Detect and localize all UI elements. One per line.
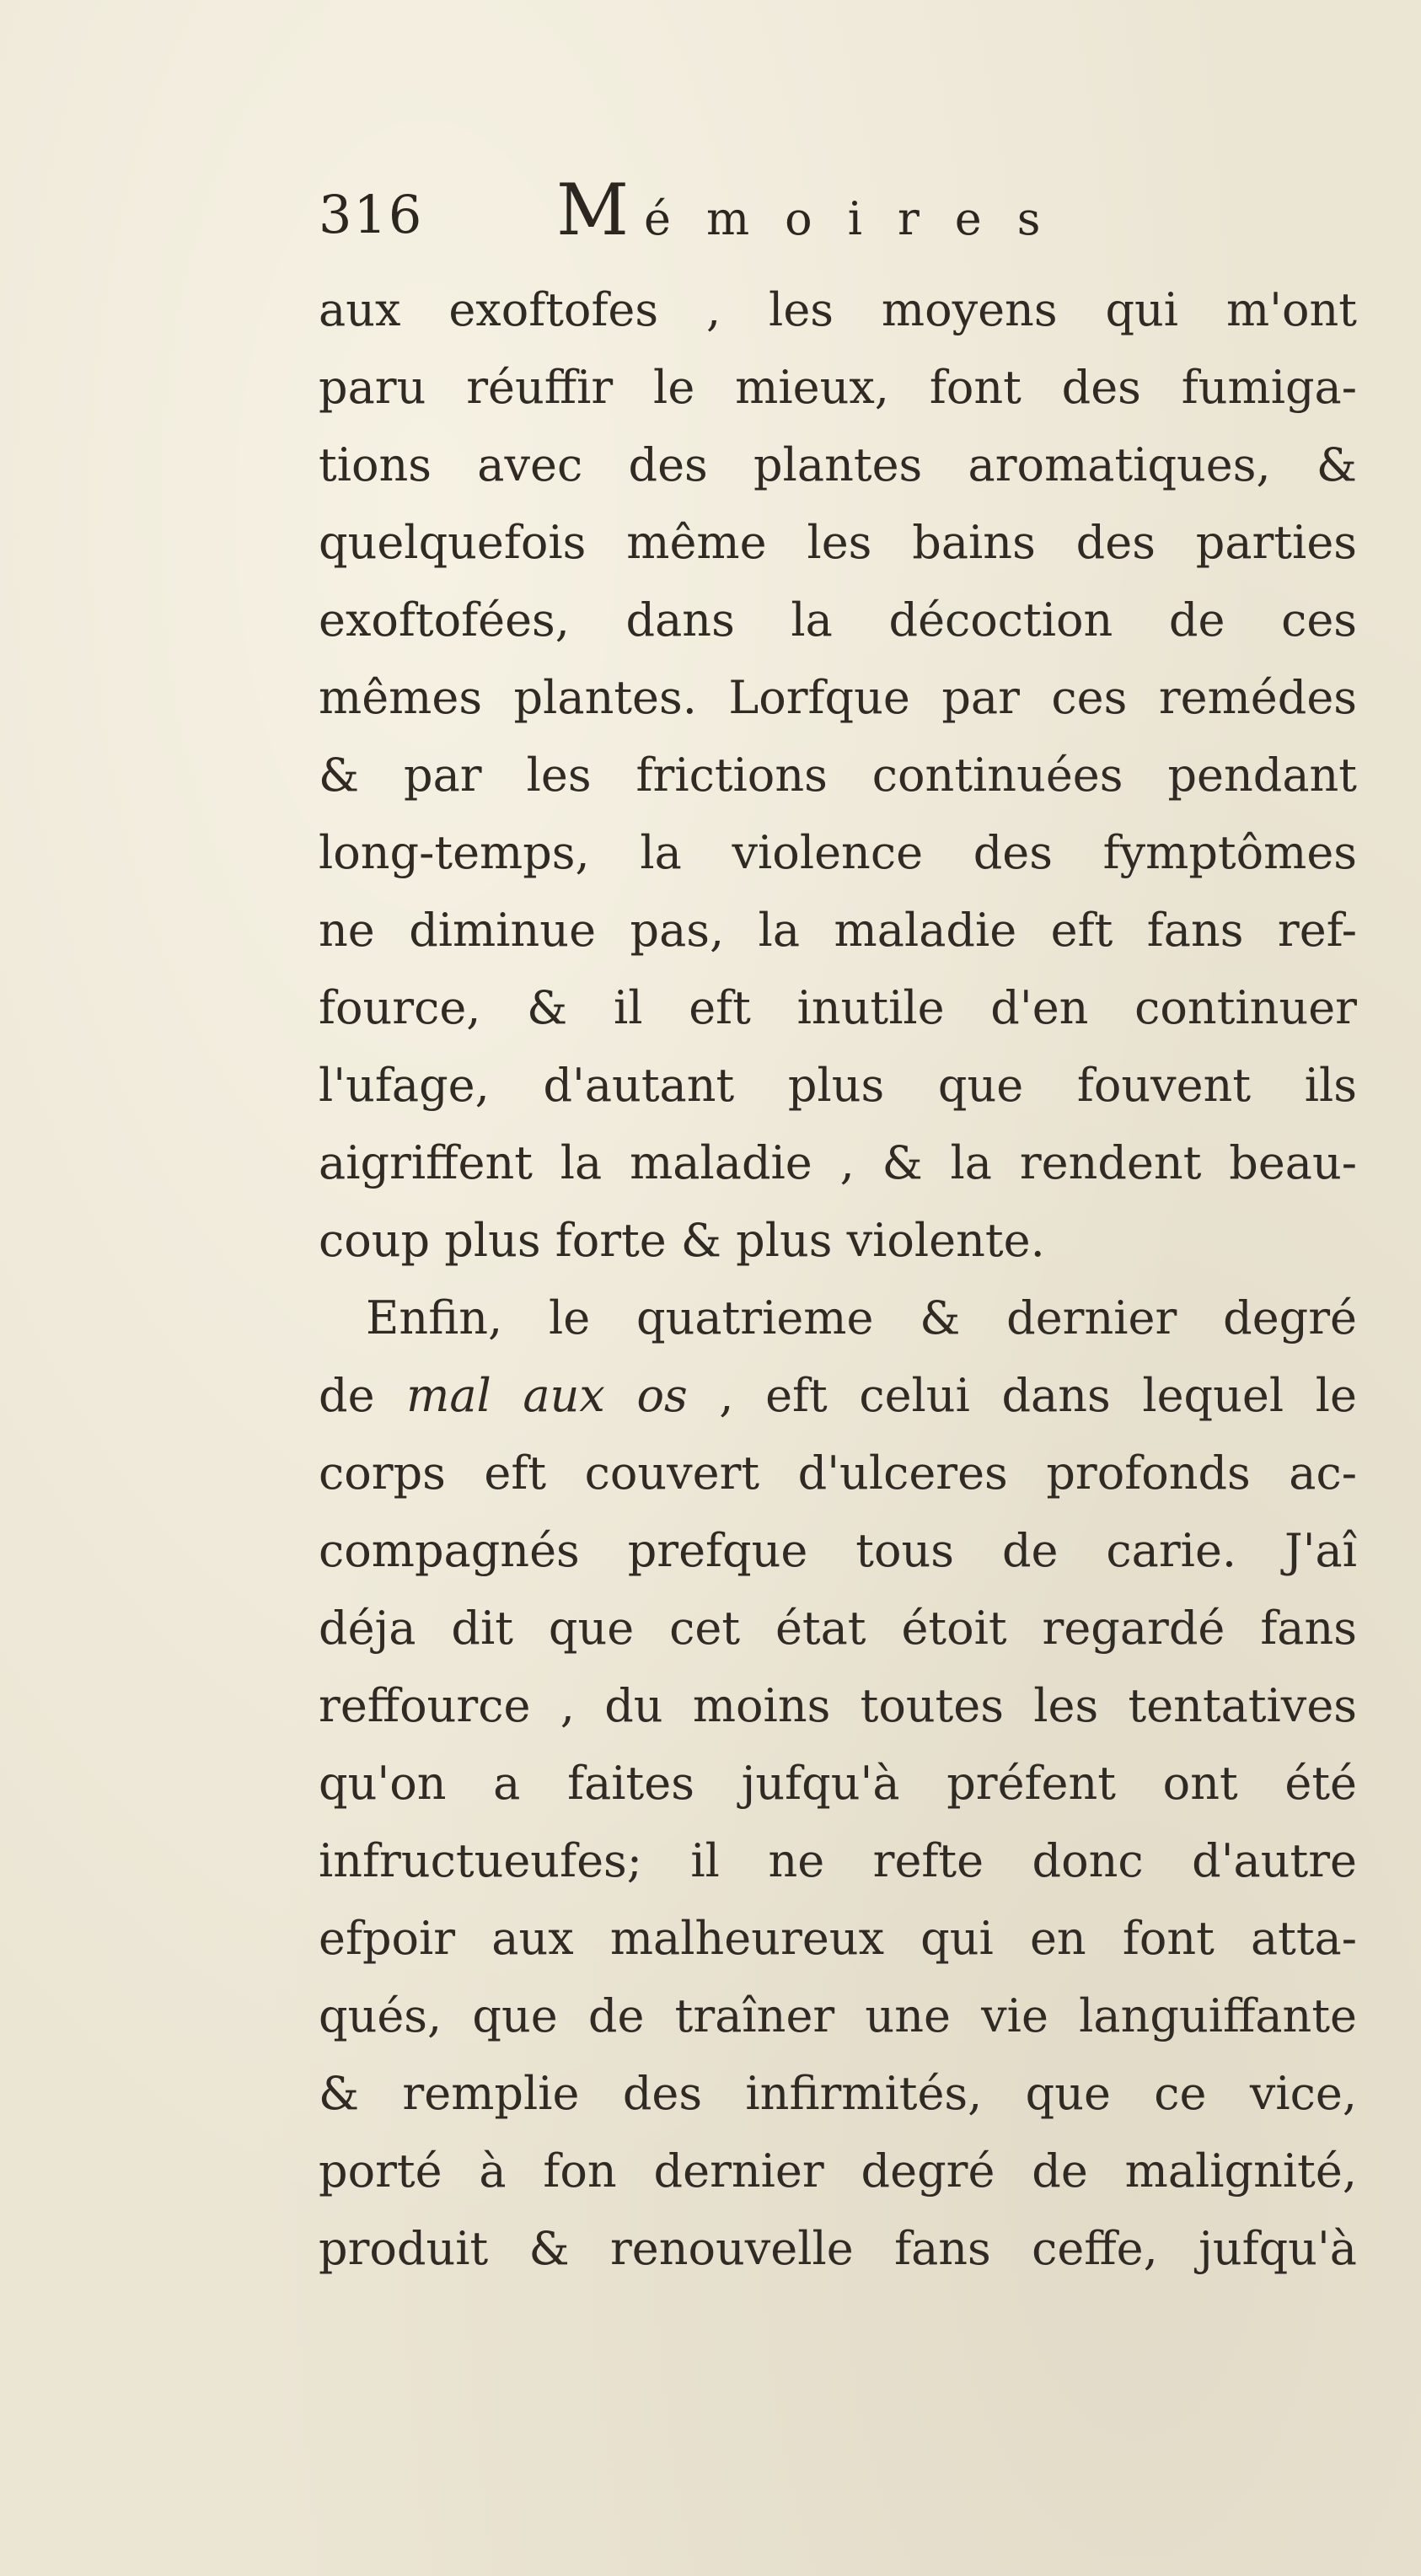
running-head-rest: émoires: [644, 192, 1076, 245]
text-line: Enfin, le quatrieme & dernier degré: [366, 1291, 1357, 1344]
text-line: qu'on a faites jufqu'à préfent ont été: [319, 1757, 1357, 1810]
text-line: qués, que de traîner une vie languiffante: [319, 1989, 1357, 2042]
text-line: coup plus forte & plus violente.: [319, 1214, 1045, 1267]
text-line: & remplie des infirmités, que ce vice,: [319, 2067, 1357, 2120]
text-line: ne diminue pas, la maladie eft fans ref-: [319, 904, 1357, 957]
text-line: aux exoftofes , les moyens qui m'ont: [319, 283, 1357, 336]
text-line: déja dit que cet état étoit regardé fans: [319, 1602, 1357, 1655]
text-line: corps eft couvert d'ulceres profonds ac-: [319, 1446, 1357, 1500]
text-line: & par les frictions continuées pendant: [319, 749, 1357, 802]
text-line: long-temps, la violence des fymptômes: [319, 826, 1357, 879]
running-head-initial: M: [556, 169, 633, 251]
text-line: aigriffent la maladie , & la rendent beau-: [319, 1136, 1357, 1189]
text-span: , eft celui dans lequel le: [687, 1369, 1357, 1422]
text-line: quelquefois même les bains des parties: [319, 516, 1357, 569]
page-number: 316: [319, 184, 424, 245]
text-line: compagnés prefque tous de carie. J'aî: [319, 1524, 1357, 1577]
text-line: mêmes plantes. Lorfque par ces remédes: [319, 671, 1357, 724]
text-line: paru réuffir le mieux, font des fumiga-: [319, 361, 1357, 414]
text-line: porté à fon dernier degré de malignité,: [319, 2144, 1357, 2198]
text-line: tions avec des plantes aromatiques, &: [319, 438, 1357, 491]
text-line: l'ufage, d'autant plus que fouvent ils: [319, 1059, 1357, 1112]
text-line: efpoir aux malheureux qui en font atta-: [319, 1912, 1357, 1965]
text-line: infructueufes; il ne refte donc d'autre: [319, 1834, 1357, 1887]
text-span: de: [319, 1369, 407, 1422]
text-line: reffource , du moins toutes les tentatives: [319, 1679, 1357, 1732]
text-line: [319, 1357, 1357, 1435]
running-head: [556, 169, 1075, 251]
text-line: fource, & il eft inutile d'en continuer: [319, 981, 1357, 1034]
body-text: [319, 271, 1357, 2288]
italic-term: mal aux os: [406, 1369, 688, 1422]
text-line: produit & renouvelle fans ceffe, jufqu'à: [319, 2222, 1357, 2275]
text-line: exoftofées, dans la décoction de ces: [319, 593, 1357, 647]
